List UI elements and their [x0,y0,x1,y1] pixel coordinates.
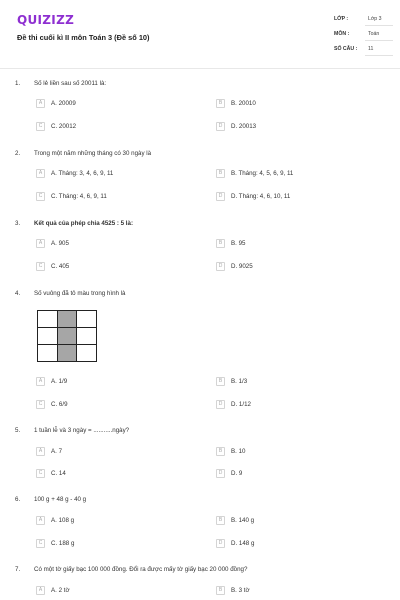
header-divider [0,68,400,69]
option-letter-box: C [36,400,45,409]
option-text: A. 1/9 [51,378,68,385]
meta-value: Toán [368,31,380,37]
question-text: Trong một năm những tháng có 30 ngày là [34,150,152,157]
meta-divider [365,40,393,41]
option-text: D. 1/12 [231,401,251,408]
option-text: B. 1/3 [231,378,248,385]
grid-cell-shaded [58,311,78,328]
option-letter-box: A [36,377,45,386]
meta-row-class [334,16,394,31]
question-number: 3. [15,220,21,227]
option-letter-box: D [216,539,225,548]
quiz-meta [334,16,394,61]
option-text: A. 7 [51,448,63,455]
option-letter-box: A [36,447,45,456]
meta-key: MÔN : [334,31,350,37]
grid-cell [38,311,58,328]
option-text: B. 3 tờ [231,587,250,594]
meta-divider [365,25,393,26]
meta-value: Lớp 3 [368,16,382,22]
option-text: D. 20013 [231,123,257,130]
option-text: A. 2 tờ [51,587,70,594]
question-text: Kết quả của phép chia 4525 : 5 là: [34,220,134,227]
grid-cell [38,328,58,345]
option-text: B. 140 g [231,517,255,524]
option-text: C. 6/9 [51,401,68,408]
option-letter-box: A [36,516,45,525]
option-letter-box: D [216,122,225,131]
grid-cell [77,328,97,345]
meta-row-subject [334,31,394,46]
option-letter-box: B [216,99,225,108]
option-letter-box: B [216,169,225,178]
option-letter-box: A [36,239,45,248]
option-text: B. Tháng: 4, 5, 6, 9, 11 [231,170,294,177]
question-number: 6. [15,496,21,503]
option-text: B. 95 [231,240,246,247]
option-letter-box: D [216,400,225,409]
option-letter-box: A [36,169,45,178]
shaded-grid-figure [37,310,97,362]
exam-title: Đề thi cuối kì II môn Toán 3 (Đề số 10) [17,33,150,42]
option-text: C. 20012 [51,123,77,130]
option-text: C. 405 [51,263,70,270]
option-text: A. 108 g [51,517,75,524]
quizizz-logo: QUIZIZZ [17,13,75,27]
meta-key: LỚP : [334,16,349,22]
question-number: 2. [15,150,21,157]
question-text: Số lẻ liền sau số 20011 là: [34,80,107,87]
option-letter-box: B [216,239,225,248]
option-text: D. 9025 [231,263,253,270]
option-text: B. 10 [231,448,246,455]
option-letter-box: D [216,469,225,478]
grid-cell [38,345,58,362]
option-letter-box: B [216,377,225,386]
option-text: A. Tháng: 3, 4, 6, 9, 11 [51,170,114,177]
option-letter-box: C [36,262,45,271]
option-letter-box: C [36,539,45,548]
option-text: A. 905 [51,240,69,247]
option-text: C. Tháng: 4, 6, 9, 11 [51,193,107,200]
meta-key: SỐ CÂU : [334,46,358,52]
option-text: D. 9 [231,470,243,477]
grid-cell-shaded [58,328,78,345]
question-text: 1 tuần lễ và 3 ngày = ...........ngày? [34,427,130,434]
option-letter-box: C [36,469,45,478]
question-text: Số vuông đã tô màu trong hình là [34,290,126,297]
question-number: 7. [15,566,21,573]
option-letter-box: A [36,586,45,595]
meta-row-count [334,46,394,61]
option-letter-box: B [216,516,225,525]
meta-divider [365,55,393,56]
option-text: C. 14 [51,470,66,477]
option-letter-box: B [216,447,225,456]
quiz-header [0,0,400,70]
grid-cell-shaded [58,345,78,362]
option-text: B. 20010 [231,100,256,107]
grid-cell [77,345,97,362]
grid-cell [77,311,97,328]
question-text: 100 g + 48 g - 40 g [34,496,87,503]
option-text: D. 148 g [231,540,255,547]
question-number: 1. [15,80,21,87]
option-letter-box: C [36,192,45,201]
option-letter-box: B [216,586,225,595]
option-letter-box: C [36,122,45,131]
option-letter-box: A [36,99,45,108]
option-letter-box: D [216,262,225,271]
question-text: Có một tờ giấy bạc 100 000 đồng. Đổi ra được mấy tờ giấy bạc 20 000 đồng? [34,566,248,573]
option-text: A. 20009 [51,100,76,107]
option-text: C. 188 g [51,540,75,547]
question-number: 4. [15,290,21,297]
question-number: 5. [15,427,21,434]
option-letter-box: D [216,192,225,201]
meta-value: 11 [368,46,374,52]
option-text: D. Tháng: 4, 6, 10, 11 [231,193,291,200]
